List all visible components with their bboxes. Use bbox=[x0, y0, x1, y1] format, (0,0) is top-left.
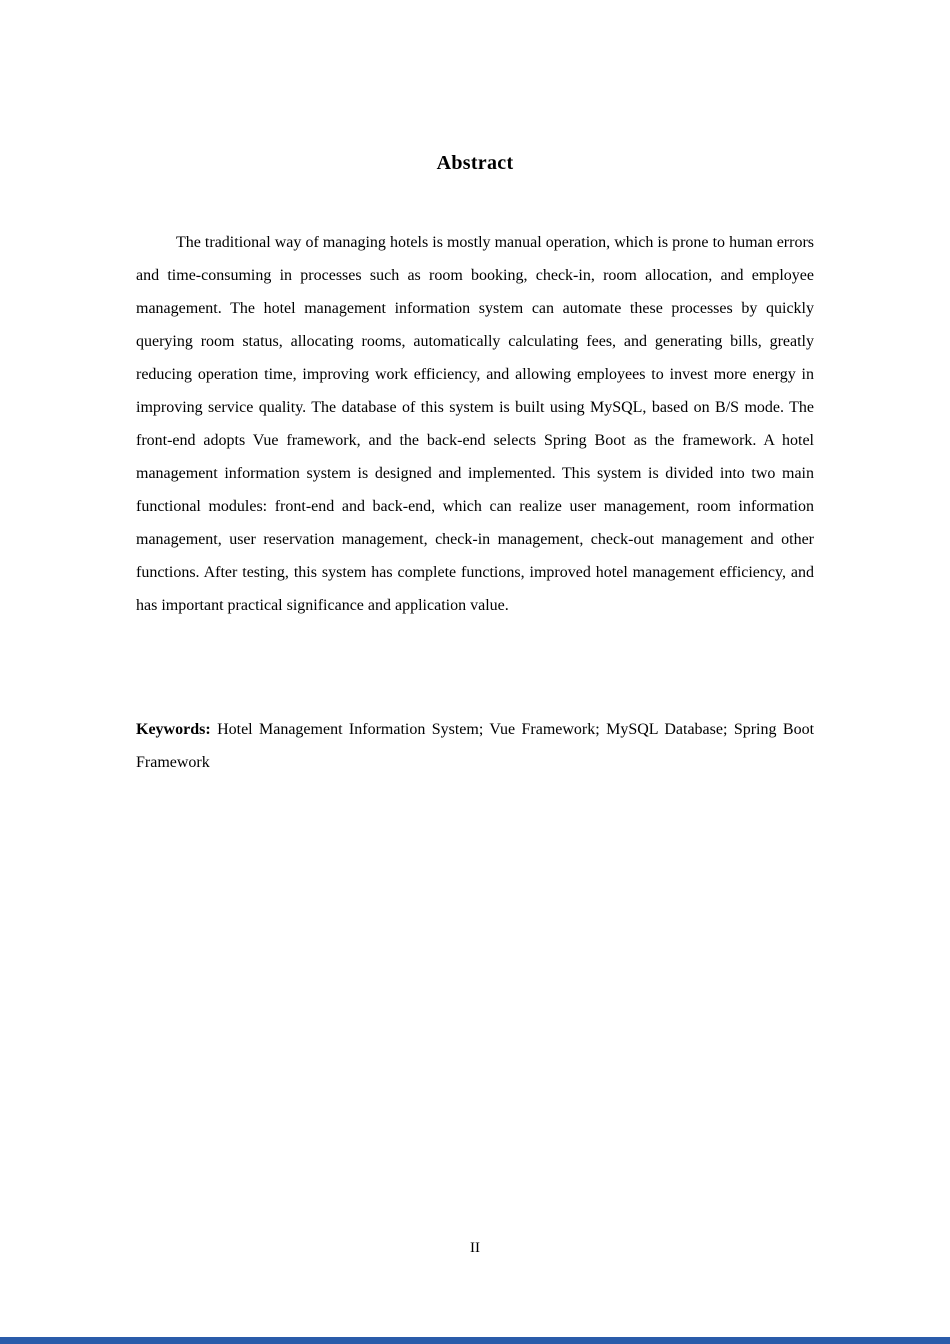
page-number: II bbox=[470, 1240, 480, 1256]
keywords-label: Keywords: bbox=[136, 721, 211, 738]
abstract-body bbox=[136, 226, 814, 622]
window-bottom-bar bbox=[0, 1337, 950, 1344]
abstract-paragraph: The traditional way of managing hotels is mostly manual operation, which is prone to human errors and time-consuming in processes such as room booking, check-in, room allocation, and employee management. The hotel management information system can automate these processes by quickly querying room status, allocating rooms, automatically calculating fees, and generating bills, greatly reducing operation time, improving work efficiency, and allowing employees to invest more energy in improving service quality. The database of this system is built using MySQL, based on B/S mode. The front-end adopts Vue framework, and the back-end selects Spring Boot as the framework. A hotel management information system is designed and implemented. This system is divided into two main functional modules: front-end and back-end, which can realize user management, room information management, user reservation management, check-in management, check-out management and other functions. After testing, this system has complete functions, improved hotel management efficiency, and has important practical significance and application value. bbox=[136, 234, 814, 614]
abstract-title: Abstract bbox=[436, 152, 514, 174]
keywords-line bbox=[136, 713, 814, 779]
keywords-text: Hotel Management Information System; Vue Framework; MySQL Database; Spring Boot Framework bbox=[136, 721, 815, 771]
